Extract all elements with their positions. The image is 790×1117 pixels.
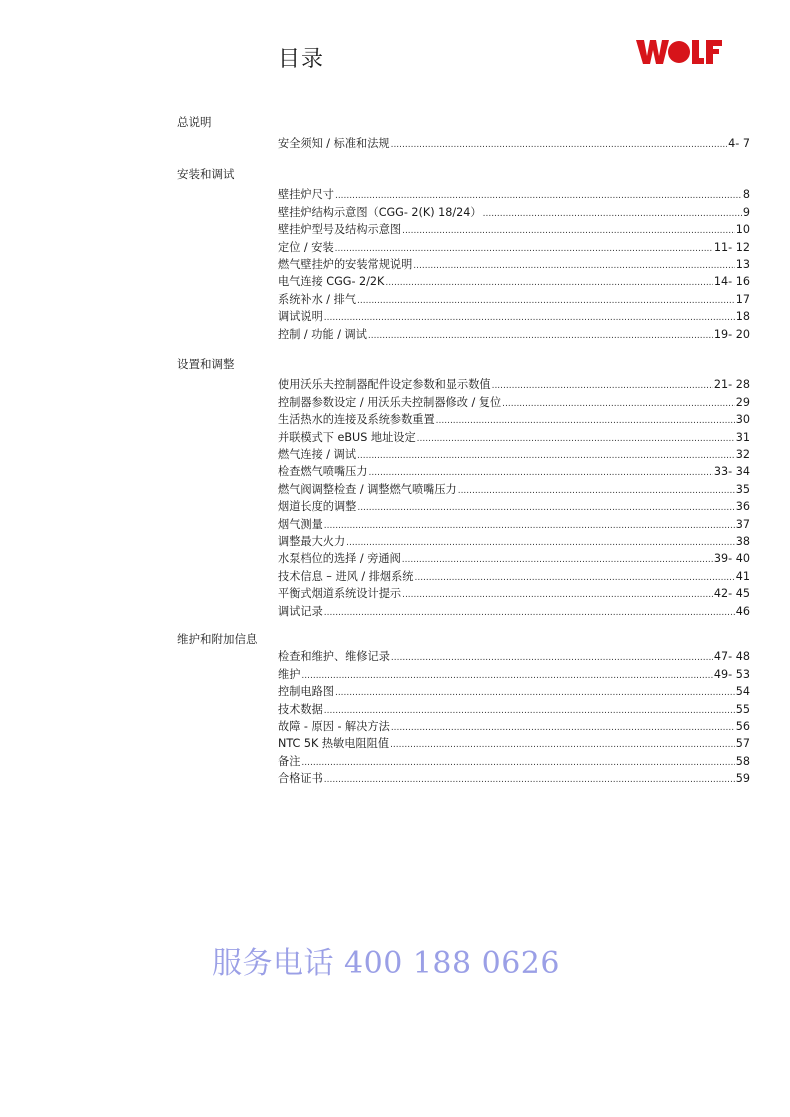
entry-label: 故障 - 原因 - 解决方法 [278,719,390,733]
section-title: 设置和调整 [177,357,235,371]
dot-leader [335,190,742,202]
toc-entry[interactable] [278,584,750,601]
toc-entry[interactable] [278,375,750,392]
entry-label: 电气连接 CGG- 2/2K [278,275,385,289]
entry-label: 技术数据 [278,702,323,716]
entry-label: 备注 [278,754,301,768]
dot-leader [368,330,713,342]
dot-leader [391,139,728,151]
entry-label: 调整最大火力 [278,534,346,548]
entry-label: 合格证书 [278,772,323,786]
entry-page: 57 [735,737,750,751]
service-hotline-watermark: 服务电话 400 188 0626 [212,946,560,981]
toc-entry[interactable] [278,769,750,786]
entry-page: 46 [735,604,750,618]
dot-leader [492,380,713,392]
entry-page: 9 [742,205,750,219]
dot-leader [335,243,713,255]
page-title: 目录 [278,47,325,72]
entry-page: 10 [735,223,750,237]
toc-entry[interactable] [278,202,750,219]
toc-entry[interactable] [278,427,750,444]
entry-label: 控制 / 功能 / 调试 [278,327,367,341]
entry-page: 36 [735,500,750,514]
section-title: 维护和附加信息 [177,632,258,646]
entry-label: 烟气测量 [278,517,323,531]
dot-leader [357,295,735,307]
dot-leader [324,312,735,324]
entry-page: 13 [735,257,750,271]
entry-label: 壁挂炉结构示意图（CGG- 2(K) 18/24） [278,205,482,219]
entry-page: 54 [735,685,750,699]
entry-label: 定位 / 安装 [278,240,334,254]
entry-label: 燃气阀调整检查 / 调整燃气喷嘴压力 [278,482,457,496]
entry-label: 壁挂炉型号及结构示意图 [278,223,402,237]
entry-label: 检查燃气喷嘴压力 [278,465,368,479]
entry-page: 11- 12 [713,240,750,254]
entry-label: 燃气壁挂炉的安装常规说明 [278,257,413,271]
toc-entry[interactable] [278,289,750,306]
entry-label: 使用沃乐夫控制器配件设定参数和显示数值 [278,378,491,392]
toc-entry[interactable] [278,324,750,341]
entry-page: 42- 45 [713,587,750,601]
entry-page: 8 [742,188,750,202]
entry-page: 38 [735,534,750,548]
entry-label: 系统补水 / 排气 [278,292,357,306]
toc-entry[interactable] [278,255,750,272]
dot-leader [391,652,713,664]
entry-page: 17 [735,292,750,306]
entry-label: NTC 5K 热敏电阻阻值 [278,737,390,751]
entry-label: 生活热水的连接及系统参数重置 [278,413,435,427]
entry-page: 56 [735,719,750,733]
dot-leader [391,722,735,734]
entry-label: 控制器参数设定 / 用沃乐夫控制器修改 / 复位 [278,395,502,409]
entry-page: 18 [735,310,750,324]
dot-leader [324,520,735,532]
entry-label: 调试说明 [278,310,323,324]
toc-entry[interactable] [278,272,750,289]
toc-entry[interactable] [278,717,750,734]
toc-entry[interactable] [278,185,750,202]
entry-page: 58 [735,754,750,768]
dot-leader [324,774,735,786]
entry-page: 37 [735,517,750,531]
entry-page: 47- 48 [713,650,750,664]
entry-page: 21- 28 [713,378,750,392]
toc-entry[interactable] [278,445,750,462]
toc-entry[interactable] [278,237,750,254]
dot-leader [414,572,734,584]
entry-page: 35 [735,482,750,496]
toc-entry[interactable] [278,410,750,427]
toc-entry[interactable] [278,601,750,618]
dot-leader [402,225,735,237]
toc-entry[interactable] [278,532,750,549]
entry-label: 燃气连接 / 调试 [278,447,357,461]
dot-leader [301,757,734,769]
dot-leader [385,277,713,289]
toc-entry[interactable] [278,664,750,681]
toc-entry[interactable] [278,462,750,479]
toc-entry[interactable] [278,549,750,566]
toc-entry[interactable] [278,699,750,716]
section-title: 安装和调试 [177,167,235,181]
entry-label: 水泵档位的选择 / 旁通阀 [278,552,401,566]
entry-page: 33- 34 [713,465,750,479]
toc-entry[interactable] [278,497,750,514]
toc-entry[interactable] [278,307,750,324]
entry-label: 烟道长度的调整 [278,500,357,514]
dot-leader [346,537,735,549]
dot-leader [483,208,742,220]
dot-leader [301,670,713,682]
toc-entry[interactable] [278,220,750,237]
entry-page: 41 [735,569,750,583]
entry-page: 29 [735,395,750,409]
entry-label: 安全须知 / 标准和法规 [278,137,390,151]
entry-label: 控制电路图 [278,685,334,699]
dot-leader [402,589,713,601]
entry-label: 壁挂炉尺寸 [278,188,334,202]
toc-entry[interactable] [278,134,750,151]
dot-leader [413,260,734,272]
dot-leader [417,433,735,445]
toc-entry[interactable] [278,392,750,409]
entry-page: 4- 7 [728,137,750,151]
entry-page: 32 [735,447,750,461]
toc-entry[interactable] [278,479,750,496]
toc-entry[interactable] [278,751,750,768]
toc-entry[interactable] [278,514,750,531]
dot-leader [458,485,735,497]
entry-page: 39- 40 [713,552,750,566]
dot-leader [324,705,735,717]
wolf-logo [636,38,724,66]
entry-page: 30 [735,413,750,427]
dot-leader [357,450,735,462]
entry-label: 检查和维护、维修记录 [278,650,390,664]
dot-leader [402,554,713,566]
entry-label: 维护 [278,667,301,681]
toc-entry[interactable] [278,734,750,751]
entry-label: 技术信息 – 进风 / 排烟系统 [278,569,414,583]
entry-page: 55 [735,702,750,716]
entry-page: 19- 20 [713,327,750,341]
entry-page: 14- 16 [713,275,750,289]
dot-leader [502,398,735,410]
section-title: 总说明 [177,115,212,129]
toc-entry[interactable] [278,566,750,583]
dot-leader [390,739,735,751]
toc-entry[interactable] [278,647,750,664]
entry-page: 59 [735,772,750,786]
entry-page: 31 [735,430,750,444]
entry-label: 调试记录 [278,604,323,618]
dot-leader [369,467,713,479]
entry-label: 并联模式下 eBUS 地址设定 [278,430,416,444]
dot-leader [357,502,734,514]
dot-leader [324,607,735,619]
dot-leader [335,687,735,699]
toc-entry[interactable] [278,682,750,699]
entry-page: 49- 53 [713,667,750,681]
dot-leader [436,415,735,427]
entry-label: 平衡式烟道系统设计提示 [278,587,402,601]
